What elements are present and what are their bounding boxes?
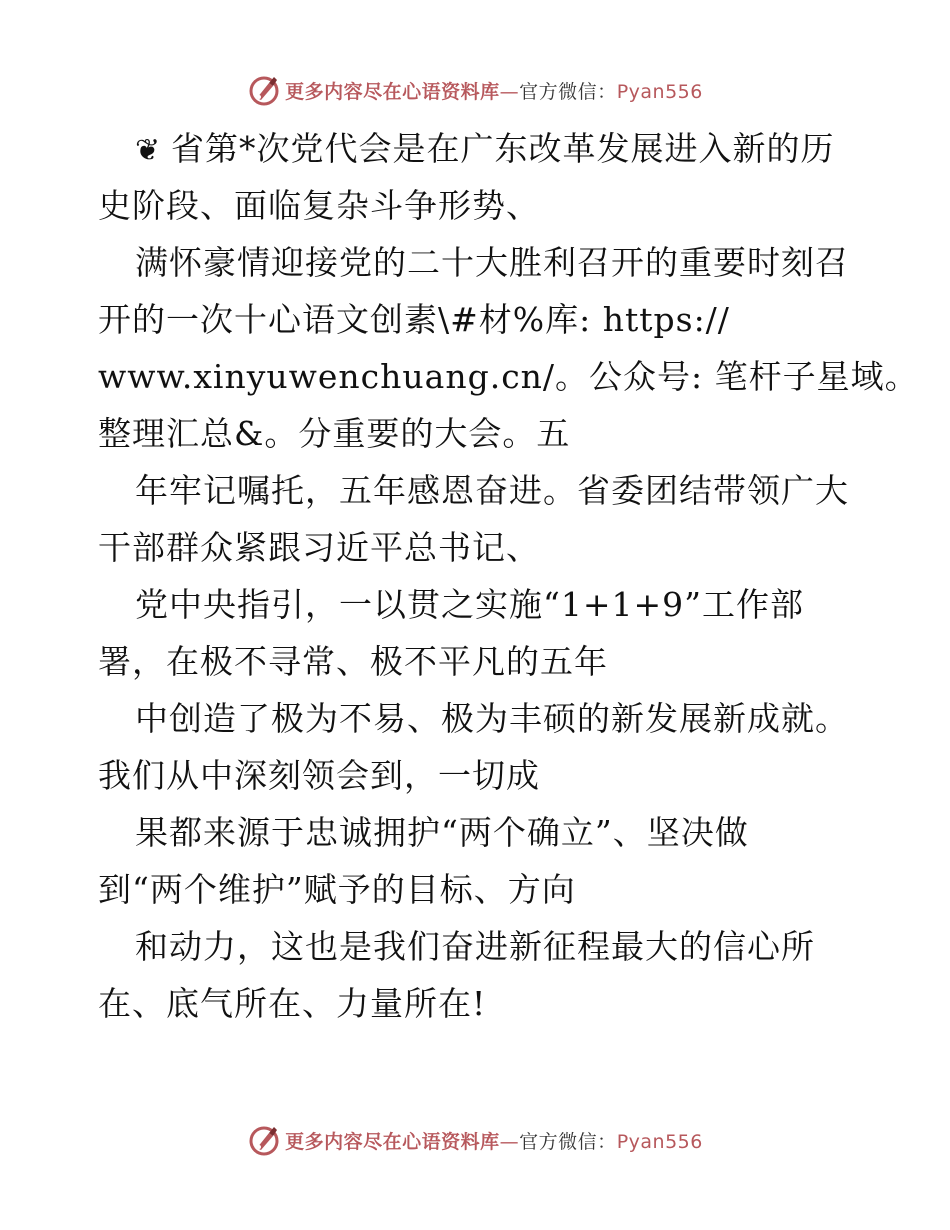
body-line: www.xinyuwenchuang.cn/。公众号: 笔杆子星域。 bbox=[98, 357, 919, 396]
body-line: 在、底气所在、力量所在! bbox=[98, 984, 487, 1023]
body-line: 果都来源于忠诚拥护“两个确立”、坚决做 bbox=[135, 813, 749, 852]
header-banner bbox=[0, 70, 950, 110]
banner-site-name: 更多内容尽在心语资料库 bbox=[285, 1130, 500, 1153]
brush-pen-logo-icon bbox=[247, 1122, 283, 1158]
banner-wechat-label: 官方微信： bbox=[519, 1130, 617, 1153]
body-line: 到“两个维护”赋予的目标、方向 bbox=[98, 870, 576, 909]
banner-dash: — bbox=[499, 1130, 520, 1153]
body-line: 党中央指引，一以贯之实施“1+1+9”工作部 bbox=[135, 585, 805, 624]
banner-wechat-id: Pyan556 bbox=[616, 80, 703, 103]
body-line: 满怀豪情迎接党的二十大胜利召开的重要时刻召 bbox=[135, 243, 849, 282]
banner-wechat-id: Pyan556 bbox=[616, 1130, 703, 1153]
banner-wechat-label: 官方微信： bbox=[519, 80, 617, 103]
footer-banner bbox=[0, 1120, 950, 1160]
body-line: 署，在极不寻常、极不平凡的五年 bbox=[98, 642, 608, 681]
body-line: 我们从中深刻领会到，一切成 bbox=[98, 756, 540, 795]
body-line: 年牢记嘱托，五年感恩奋进。省委团结带领广大 bbox=[135, 471, 849, 510]
body-line: 中创造了极为不易、极为丰硕的新发展新成就。 bbox=[135, 699, 849, 738]
banner-site-name: 更多内容尽在心语资料库 bbox=[285, 80, 500, 103]
banner-dash: — bbox=[499, 80, 520, 103]
body-line: 开的一次十心语文创素\#材%库: https:// bbox=[98, 300, 730, 339]
body-line: ❦ 省第*次党代会是在广东改革发展进入新的历 bbox=[98, 120, 858, 177]
body-line: 干部群众紧跟习近平总书记、 bbox=[98, 528, 540, 567]
body-line: 史阶段、面临复杂斗争形势、 bbox=[98, 186, 540, 225]
body-line: 和动力，这也是我们奋进新征程最大的信心所 bbox=[135, 927, 815, 966]
fleuron-icon: ❦ bbox=[135, 133, 162, 168]
document-body bbox=[98, 120, 919, 1032]
body-line: 整理汇总&。分重要的大会。五 bbox=[98, 414, 571, 453]
brush-pen-logo-icon bbox=[247, 72, 283, 108]
